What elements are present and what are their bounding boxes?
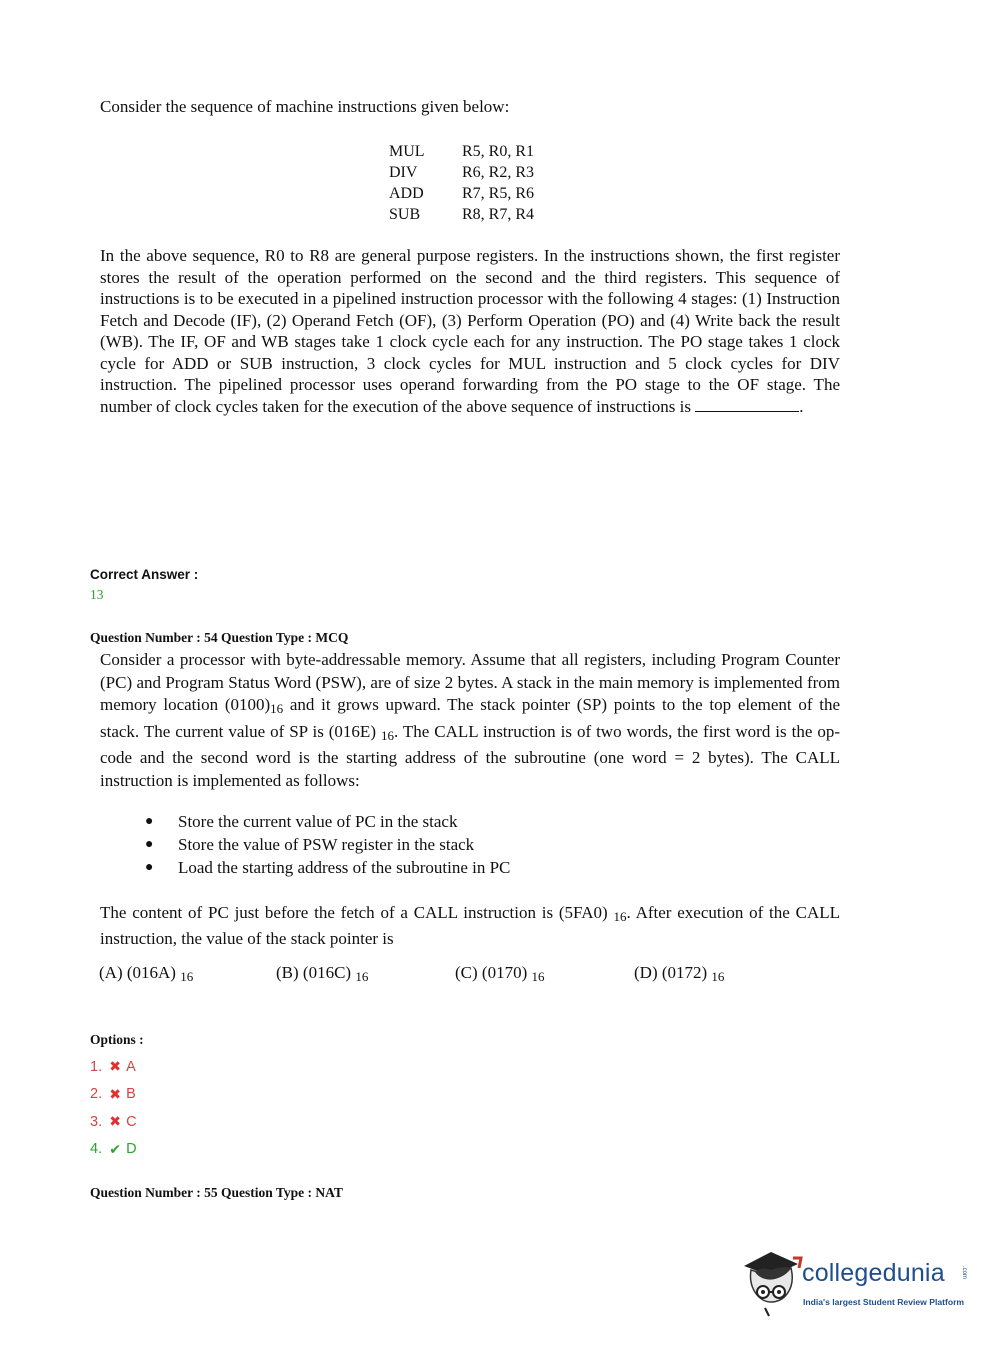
q54-question-part: The content of PC just before the fetch of a CALL instruction is (5FA0) [100,903,614,922]
options-label: Options : [90,1032,144,1047]
choice-a [99,963,193,985]
correct-answer-label: Correct Answer : [90,567,199,582]
q53-body-end: . [799,396,804,416]
choice-b [276,963,368,985]
opcode: ADD [389,185,424,202]
answer-choices [99,963,799,987]
instruction-row [389,141,534,162]
base-subscript: 16 [270,701,284,716]
operands: R7, R5, R6 [462,185,535,202]
correct-answer-value: 13 [90,587,104,602]
instruction-row [389,162,534,183]
q54-header: Question Number : 54 Question Type : MCQ [90,630,349,645]
option-number: 1. [90,1058,103,1075]
option-letter: D [126,1141,137,1158]
choice-label: (B) (016C) [276,963,352,982]
list-item-text: Load the starting address of the subroutine in PC [178,858,511,877]
brand-name: collegedunia [802,1259,945,1287]
option-letter: C [126,1113,137,1130]
check-icon: ✔ [109,1140,121,1157]
instruction-row [389,183,534,204]
choice-label: (C) (0170) [455,963,528,982]
option-number: 2. [90,1086,103,1103]
q53-intro: Consider the sequence of machine instructions given below: [100,97,510,116]
q54-question-part: . After execution of the CALL instruction, the value of the stack pointer is [100,903,840,948]
opcode: SUB [389,206,421,223]
cross-icon: ✖ [109,1113,121,1130]
q54-body-part: Consider a processor with byte-addressable memory. Assume that all registers, including Program Counter (PC) and Program Status Word (PSW), are of size 2 bytes. A stack in the main memory is implemented from memory location (0100) [100,650,840,714]
instruction-row [389,204,534,225]
option-row [90,1053,137,1081]
brand-tagline: India's largest Student Review Platform [803,1297,965,1307]
option-row [90,1136,137,1164]
operands: R8, R7, R4 [462,206,535,223]
option-row [90,1108,137,1136]
option-number: 3. [90,1113,103,1130]
cross-icon: ✖ [109,1058,121,1075]
base-subscript: 16 [531,969,545,984]
operands: R5, R0, R1 [462,143,535,160]
list-item [145,833,510,856]
brand-tld: .com [961,1266,967,1280]
base-subscript: 16 [613,909,627,924]
q54-question [100,902,840,950]
q53-body-text: In the above sequence, R0 to R8 are general purpose registers. In the instructions shown, the first register stores the result of the operation performed on the second and the third registers. This sequence of instructions is to be executed in a pipelined instruction processor with the following 4 stages: (1) Instruction Fetch and Decode (IF), (2) Operand Fetch (OF), (3) Perform Operation (PO) and (4) Write back the result (WB). The IF, OF and WB stages take 1 clock cycle each for any instruction. The PO stage takes 1 clock cycle for ADD or SUB instruction, 3 clock cycles for MUL instruction and 5 clock cycles for DIV instruction. The pipelined processor uses operand forwarding from the PO stage to the OF stage. The number of clock cycles taken for the execution of the above sequence of instructions is [100,246,840,416]
options-list [90,1053,137,1163]
option-letter: B [126,1086,136,1103]
operands: R6, R2, R3 [462,164,535,181]
bullet-icon: ● [145,837,154,852]
bullet-icon: ● [145,814,154,829]
option-letter: A [126,1058,136,1075]
list-item [145,856,510,879]
option-row [90,1081,137,1109]
list-item-text: Store the value of PSW register in the stack [178,835,475,854]
call-steps-list [145,810,510,879]
bullet-icon: ● [145,860,154,875]
cross-icon: ✖ [109,1085,121,1102]
list-item [145,810,510,833]
base-subscript: 16 [355,969,369,984]
q53-body [100,245,840,417]
choice-label: (D) (0172) [634,963,708,982]
opcode: DIV [389,164,418,181]
mascot-icon [744,1252,801,1316]
base-subscript: 16 [711,969,725,984]
instruction-table [389,141,534,225]
q54-body [100,649,840,792]
opcode: MUL [389,143,425,160]
base-subscript: 16 [380,727,394,743]
q55-header: Question Number : 55 Question Type : NAT [90,1185,343,1200]
base-subscript: 16 [180,969,194,984]
choice-label: (A) (016A) [99,963,176,982]
option-number: 4. [90,1141,103,1158]
q54-body-part: and it grows upward. The stack pointer (SP) points to the top element of the stack. The current value of SP is (016E) [100,695,840,741]
choice-c [455,963,544,985]
choice-d [634,963,724,985]
list-item-text: Store the current value of PC in the stack [178,812,458,831]
answer-blank [695,397,799,412]
q54-body-part: . The CALL instruction is of two words, the first word is the op-code and the second word is the starting address of the subroutine (one word = 2 bytes). The CALL instruction is implemented as follows: [100,721,840,790]
